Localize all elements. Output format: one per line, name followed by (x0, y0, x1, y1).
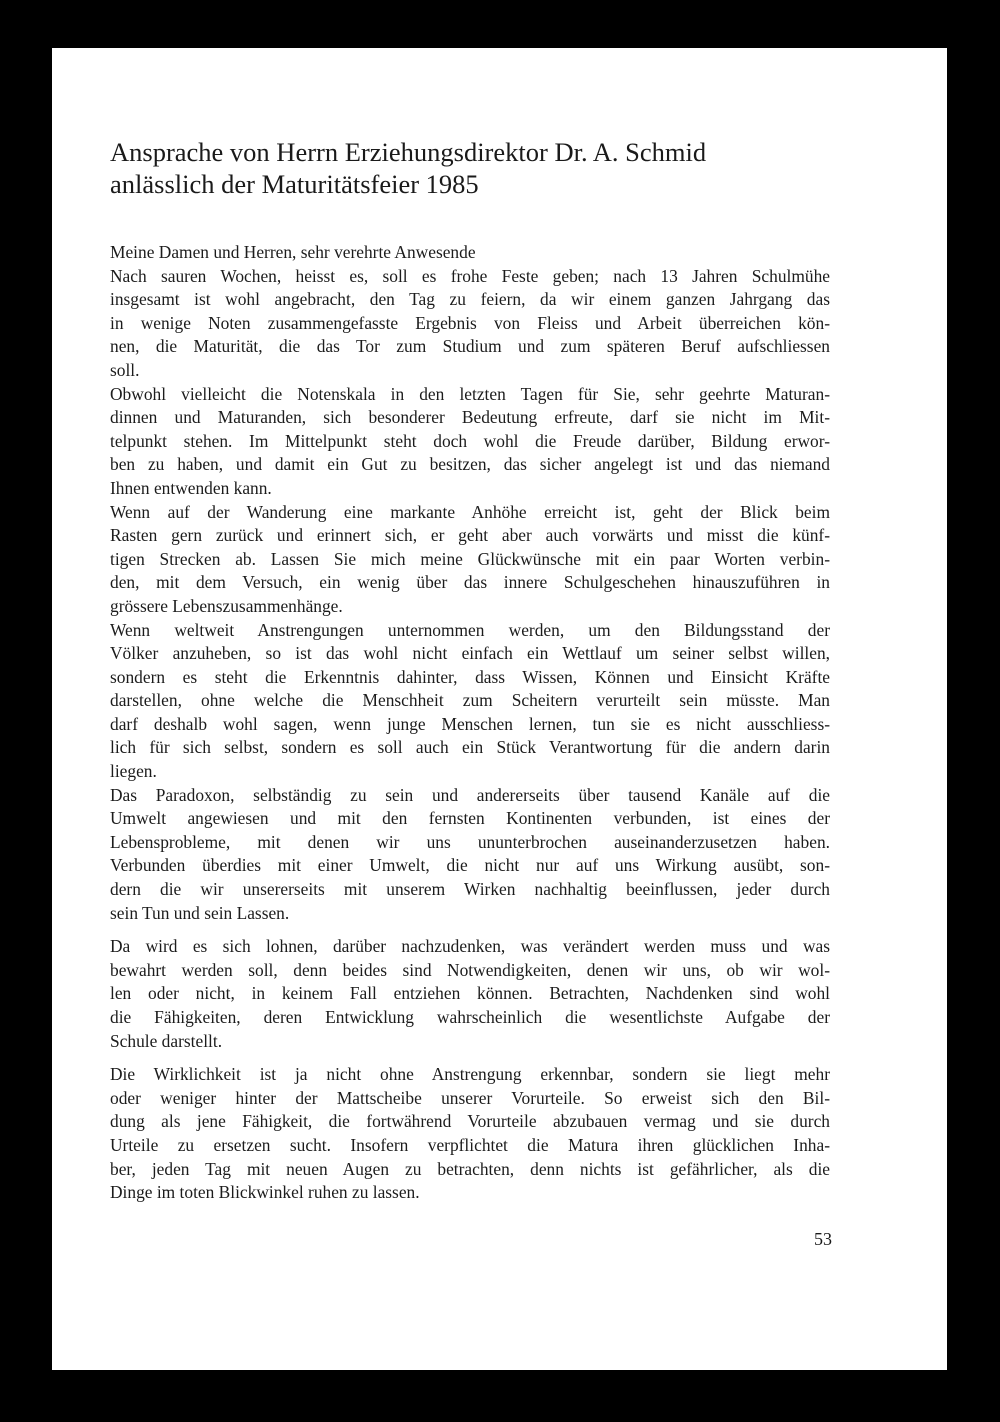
text-line: soll. (110, 359, 140, 380)
text-line: Lebensprobleme, mit denen wir uns ununterbrochen auseinanderzusetzen haben. (110, 831, 830, 852)
text-line: Wenn auf der Wanderung eine markante Anhöhe erreicht ist, geht der Blick beim (110, 501, 830, 522)
text-line: die Fähigkeiten, deren Entwicklung wahrscheinlich die wesentlichste Aufgabe der (110, 1007, 830, 1027)
text-line: Nach sauren Wochen, heisst es, soll es frohe Feste geben; nach 13 Jahren Schulmühe (110, 265, 830, 286)
text-line: darf deshalb wohl sagen, wenn junge Menschen lernen, tun sie es nicht ausschliess- (110, 713, 830, 734)
title-line: anlässlich der Maturitätsfeier 1985 (110, 169, 479, 199)
text-line: Obwohl vielleicht die Notenskala in den letzten Tagen für Sie, sehr geehrte Maturan- (110, 383, 830, 404)
text-line: Wenn weltweit Anstrengungen unternommen werden, um den Bildungsstand der (110, 619, 830, 640)
text-line: Die Wirklichkeit ist ja nicht ohne Anstrengung erkennbar, sondern sie liegt mehr (110, 1064, 830, 1085)
text-line: nen, die Maturität, die das Tor zum Studium und zum späteren Beruf aufschliessen (110, 336, 830, 357)
text-line: Ihnen entwenden kann. (110, 477, 272, 498)
text-line: len oder nicht, in keinem Fall entziehen können. Betrachten, Nachdenken sind wohl (110, 983, 830, 1004)
title-line: Ansprache von Herrn Erziehungsdirektor Dr. A. Schmid (110, 137, 707, 167)
text-line: insgesamt ist wohl angebracht, den Tag zu feiern, da wir einem ganzen Jahrgang das (110, 289, 830, 310)
text-line: Völker anzuheben, so ist das wohl nicht einfach ein Wettlauf um seiner selbst willen, (110, 643, 830, 664)
text-line: sein Tun und sein Lassen. (110, 902, 290, 923)
text-line: Umwelt angewiesen und mit den fernsten Kontinenten verbunden, ist eines der (110, 808, 830, 829)
text-line: tigen Strecken ab. Lassen Sie mich meine Glückwünsche mit ein paar Worten verbin- (110, 548, 830, 569)
paragraph (110, 241, 830, 265)
document-body (110, 241, 830, 1205)
page-number: 53 (814, 1229, 832, 1249)
text-line: Schule darstellt. (110, 1030, 223, 1051)
document-title (110, 136, 850, 200)
text-line: in wenige Noten zusammengefasste Ergebnis von Fleiss und Arbeit überreichen kön- (110, 312, 830, 333)
text-line: liegen. (110, 761, 157, 782)
text-line: dung als jene Fähigkeit, die fortwährend Vorurteile abzubauen vermag und sie durch (110, 1111, 830, 1132)
document-page (52, 48, 947, 1370)
text-line: Verbunden überdies mit einer Umwelt, die nicht nur auf uns Wirkung ausübt, son- (110, 855, 830, 876)
text-line: Meine Damen und Herren, sehr verehrte Anwesende (110, 242, 476, 262)
text-line: sondern es steht die Erkenntnis dahinter, dass Wissen, Können und Einsicht Kräfte (110, 666, 830, 687)
text-line: den, mit dem Versuch, ein wenig über das innere Schulgeschehen hinauszuführen in (110, 572, 830, 593)
paragraph (110, 501, 830, 619)
text-line: Urteile zu ersetzen sucht. Insofern verpflichtet die Matura ihren glücklichen Inha- (110, 1134, 830, 1155)
text-line: telpunkt stehen. Im Mittelpunkt steht doch wohl die Freude darüber, Bildung erwor- (110, 430, 830, 451)
text-line: bewahrt werden soll, denn beides sind Notwendigkeiten, denen wir uns, ob wir wol- (110, 959, 830, 980)
text-line: oder weniger hinter der Mattscheibe unserer Vorurteile. So erweist sich den Bil- (110, 1087, 830, 1108)
text-line: ber, jeden Tag mit neuen Augen zu betrachten, denn nichts ist gefährlicher, als die (110, 1158, 830, 1179)
paragraph (110, 619, 830, 784)
text-line: Dinge im toten Blickwinkel ruhen zu lassen. (110, 1182, 420, 1203)
paragraph (110, 1063, 830, 1205)
text-line: grössere Lebenszusammenhänge. (110, 595, 343, 616)
text-line: darstellen, ohne welche die Menschheit zum Scheitern verurteilt sein müsste. Man (110, 690, 830, 711)
text-line: ben zu haben, und damit ein Gut zu besitzen, das sicher angelegt ist und das niemand (110, 454, 830, 475)
text-line: dinnen und Maturanden, sich besonderer Bedeutung erfreute, darf sie nicht im Mit- (110, 407, 830, 428)
text-line: Rasten gern zurück und erinnert sich, er geht aber auch vorwärts und misst die künf- (110, 525, 830, 546)
paragraph (110, 265, 830, 383)
text-line: dern die wir unsererseits mit unserem Wirken nachhaltig beeinflussen, jeder durch (110, 879, 830, 900)
paragraph (110, 784, 830, 926)
text-line: lich für sich selbst, sondern es soll auch ein Stück Verantwortung für die andern darin (110, 737, 830, 758)
text-line: Das Paradoxon, selbständig zu sein und andererseits über tausend Kanäle auf die (110, 784, 830, 805)
paragraph (110, 935, 830, 1053)
text-line: Da wird es sich lohnen, darüber nachzudenken, was verändert werden muss und was (110, 936, 830, 957)
paragraph (110, 383, 830, 501)
